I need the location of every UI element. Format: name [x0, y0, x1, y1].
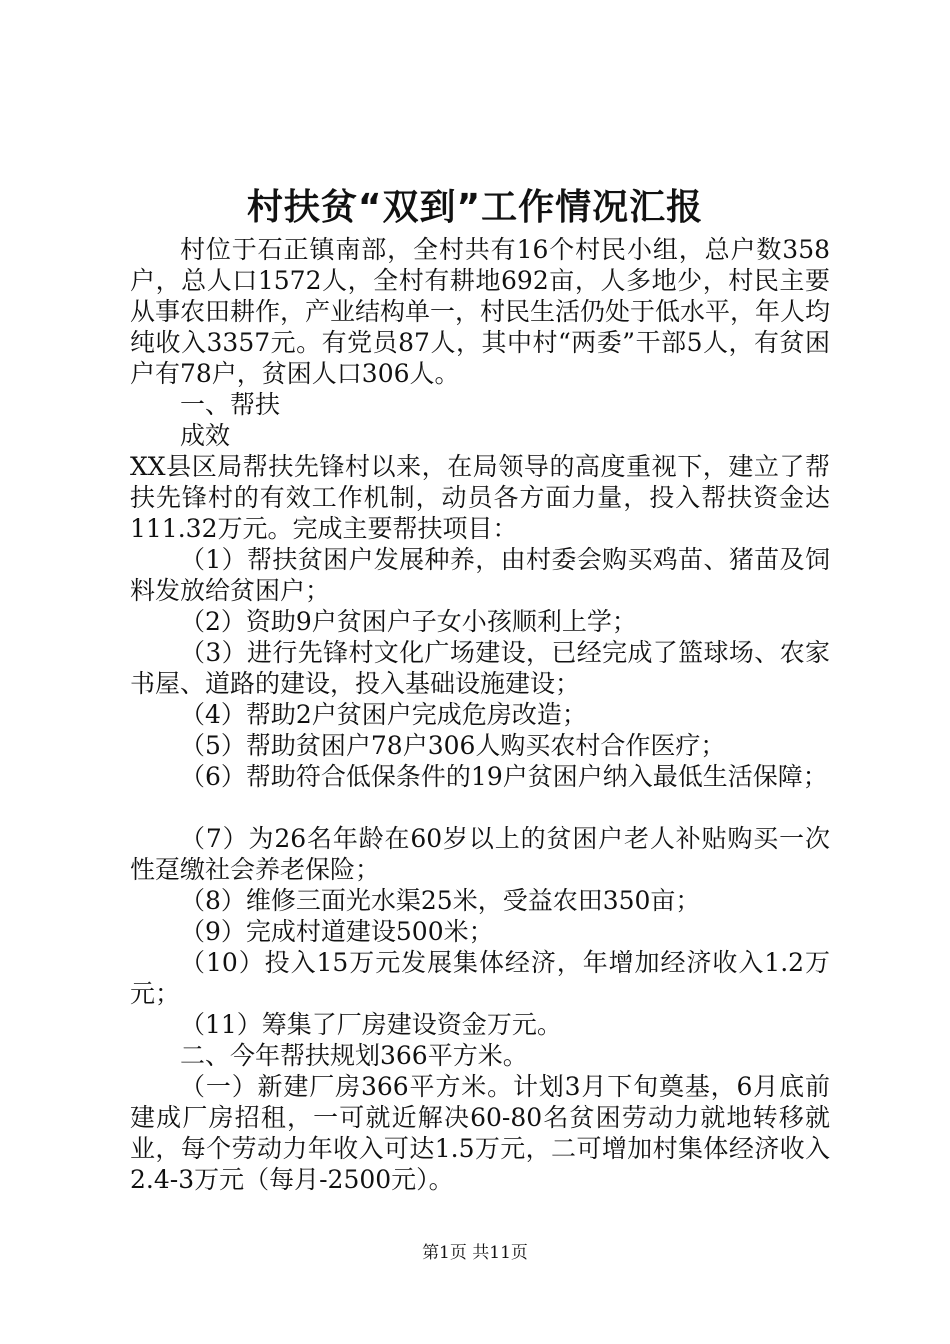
page-number: 第1页 共11页: [422, 1243, 528, 1263]
list-item: （1）帮扶贫困户发展种养，由村委会购买鸡苗、猪苗及饲料发放给贫困户；: [130, 545, 830, 605]
page-title: 村扶贫“双到”工作情况汇报: [246, 187, 704, 228]
paragraph: （一）新建厂房366平方米。计划3月下旬奠基，6月底前建成厂房招租，一可就近解决60-80名贫困劳动力就地转移就业，每个劳动力年收入可达1.5万元，二可增加村集体经济收入2.4-3万元（每月-2500元）。: [130, 1072, 830, 1194]
document-body: [130, 234, 830, 1195]
list-item: （5）帮助贫困户78户306人购买农村合作医疗；: [180, 731, 726, 760]
list-item: （7）为26名年龄在60岁以上的贫困户老人补贴购买一次性趸缴社会养老保险；: [130, 824, 830, 884]
list-item: （8）维修三面光水渠25米，受益农田350亩；: [180, 886, 701, 915]
list-item: （11）筹集了厂房建设资金万元。: [180, 1010, 562, 1039]
list-item: （6）帮助符合低保条件的19户贫困户纳入最低生活保障；: [180, 762, 828, 791]
blank-line: [130, 792, 830, 823]
list-item: （2）资助9户贫困户子女小孩顺利上学；: [180, 607, 637, 636]
section-heading-1: 一、帮扶: [180, 390, 281, 419]
list-item: （3）进行先锋村文化广场建设，已经完成了篮球场、农家书屋、道路的建设，投入基础设施建设；: [130, 638, 830, 698]
list-item: （10）投入15万元发展集体经济，年增加经济收入1.2万元；: [130, 948, 830, 1008]
section-heading-1-cont: 成效: [180, 421, 231, 450]
list-item: （4）帮助2户贫困户完成危房改造；: [180, 700, 587, 729]
paragraph: XX县区局帮扶先锋村以来，在局领导的高度重视下，建立了帮扶先锋村的有效工作机制，动员各方面力量，投入帮扶资金达111.32万元。完成主要帮扶项目：: [130, 452, 830, 543]
intro-paragraph: 村位于石正镇南部，全村共有16个村民小组，总户数358户，总人口1572人，全村有耕地692亩，人多地少，村民主要从事农田耕作，产业结构单一，村民生活仍处于低水平，年人均纯收入3357元。有党员87人，其中村“两委”干部5人，有贫困户有78户，贫困人口306人。: [130, 235, 831, 388]
section-heading-2: 二、今年帮扶规划366平方米。: [180, 1041, 528, 1070]
list-item: （9）完成村道建设500米；: [180, 917, 494, 946]
